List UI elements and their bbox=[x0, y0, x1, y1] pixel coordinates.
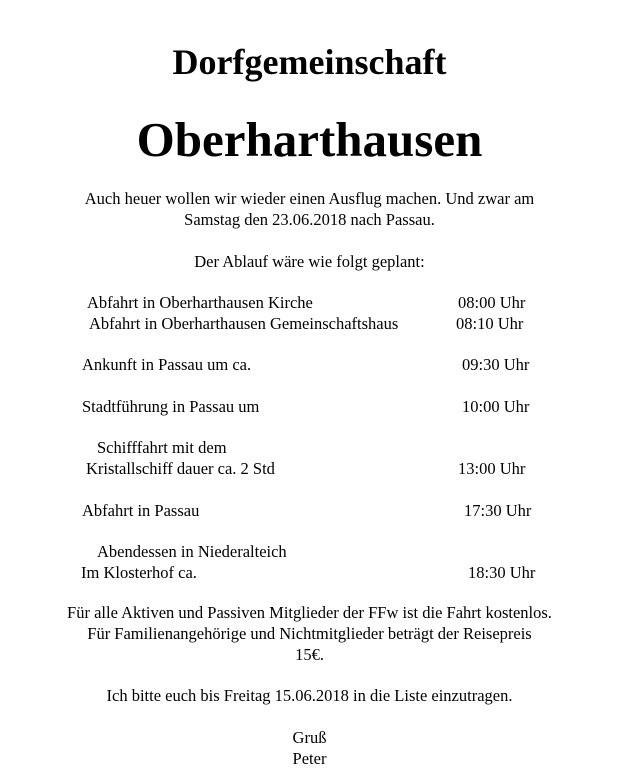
schedule-item-label: Kristallschiff dauer ca. 2 Std bbox=[86, 459, 275, 478]
signup-note: Ich bitte euch bis Freitag 15.06.2018 in die Liste einzutragen. bbox=[106, 686, 513, 705]
closing-greeting: Gruß bbox=[292, 728, 327, 747]
schedule-item-time: 10:00 Uhr bbox=[462, 397, 530, 416]
closing-name: Peter bbox=[292, 749, 327, 768]
schedule-item-time: 08:10 Uhr bbox=[456, 314, 524, 333]
schedule-heading: Der Ablauf wäre wie folgt geplant: bbox=[194, 252, 425, 271]
schedule-item-label: Im Klosterhof ca. bbox=[81, 563, 197, 582]
fees-line-3: 15€. bbox=[295, 645, 324, 664]
title-organization: Dorfgemeinschaft bbox=[172, 42, 447, 82]
schedule-item-label: Abendessen in Niederalteich bbox=[97, 542, 287, 561]
schedule-item-label: Abfahrt in Oberharthausen Gemeinschaftshaus bbox=[89, 314, 399, 333]
schedule-item-time: 17:30 Uhr bbox=[464, 501, 532, 520]
schedule-item-label: Ankunft in Passau um ca. bbox=[82, 355, 252, 374]
intro-line-2: Samstag den 23.06.2018 nach Passau. bbox=[184, 210, 435, 229]
schedule-item-time: 18:30 Uhr bbox=[468, 563, 536, 582]
fees-line-2: Für Familienangehörige und Nichtmitglieder beträgt der Reisepreis bbox=[87, 624, 532, 643]
schedule-item-label: Schifffahrt mit dem bbox=[97, 438, 227, 457]
schedule-item-time: 09:30 Uhr bbox=[462, 355, 530, 374]
schedule-item-time: 08:00 Uhr bbox=[458, 293, 526, 312]
schedule-item-label: Stadtführung in Passau um bbox=[82, 397, 260, 416]
intro-line-1: Auch heuer wollen wir wieder einen Ausflug machen. Und zwar am bbox=[84, 189, 535, 208]
schedule-item-label: Abfahrt in Passau bbox=[82, 501, 200, 520]
schedule-item-time: 13:00 Uhr bbox=[458, 459, 526, 478]
fees-line-1: Für alle Aktiven und Passiven Mitglieder der FFw ist die Fahrt kostenlos. bbox=[67, 603, 552, 622]
schedule-item-label: Abfahrt in Oberharthausen Kirche bbox=[87, 293, 313, 312]
title-village: Oberharthausen bbox=[136, 112, 483, 167]
